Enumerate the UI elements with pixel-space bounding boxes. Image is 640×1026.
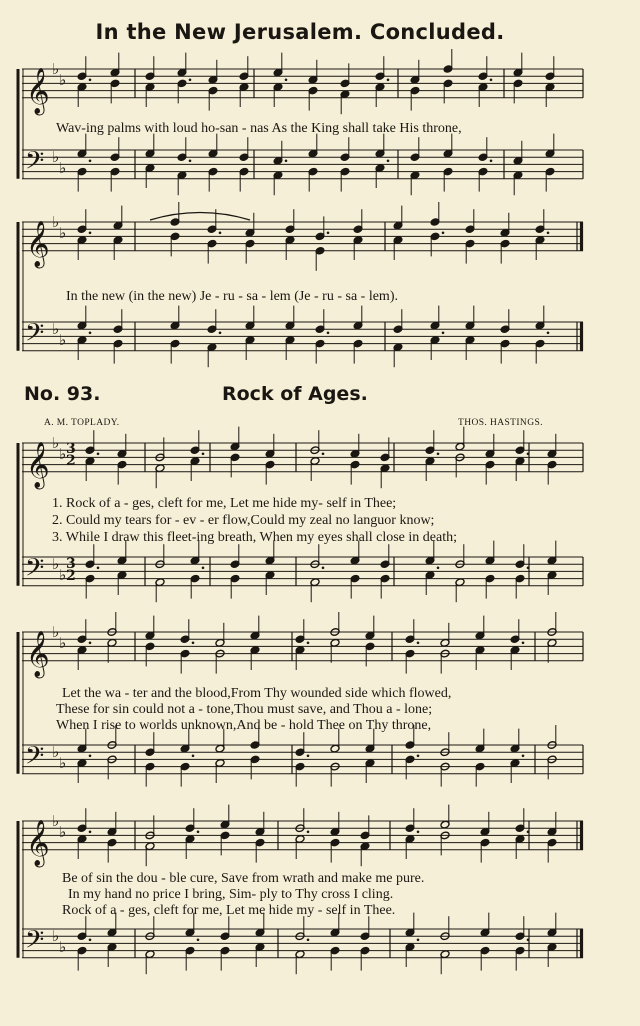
time-signature-bass: 3 2 [66, 556, 76, 584]
augmentation-dot [189, 160, 192, 163]
augmentation-dot [219, 332, 222, 335]
lyric-line: Be of sin the dou - ble cure, Save from wrath and make me pure. [62, 871, 425, 886]
flat-icon: ♭ [59, 331, 67, 349]
flat-icon: ♭ [52, 812, 60, 830]
treble-clef-icon: 𝄞 [26, 630, 50, 677]
augmentation-dot [192, 755, 195, 758]
augmentation-dot [322, 453, 325, 456]
lyric-line: Rock of a - ges, cleft for me, Let me hide my - self in Thee. [62, 903, 396, 918]
augmentation-dot [89, 831, 92, 834]
augmentation-dot [89, 642, 92, 645]
augmentation-dot [437, 453, 440, 456]
augmentation-dot [89, 332, 92, 335]
augmentation-dot [307, 831, 310, 834]
augmentation-dot [417, 642, 420, 645]
bass-clef-icon: 𝄢 [25, 925, 45, 961]
augmentation-dot [97, 567, 100, 570]
flat-icon: ♭ [59, 633, 67, 652]
augmentation-dot [89, 939, 92, 942]
augmentation-dot [322, 567, 325, 570]
section-title-concluded: In the New Jerusalem. Concluded. [95, 20, 505, 44]
bass-clef-icon: 𝄢 [25, 553, 45, 589]
treble-clef-icon: 𝄞 [26, 819, 50, 866]
flat-icon: ♭ [59, 223, 67, 242]
augmentation-dot [490, 79, 493, 82]
augmentation-dot [285, 160, 288, 163]
augmentation-dot [327, 332, 330, 335]
augmentation-dot [89, 79, 92, 82]
flat-icon: ♭ [52, 555, 60, 574]
treble-clef-icon: 𝄞 [26, 220, 50, 267]
augmentation-dot [89, 232, 92, 235]
augmentation-dot [417, 755, 420, 758]
augmentation-dot [202, 567, 205, 570]
hymn-number: No. 93. [24, 383, 101, 405]
augmentation-dot [219, 232, 222, 235]
flat-icon: ♭ [59, 938, 67, 956]
flat-icon: ♭ [52, 60, 60, 78]
lyric-line: Wav-ing palms with loud ho-san - nas As the King shall take His throne, [56, 121, 462, 136]
augmentation-dot [522, 755, 525, 758]
augmentation-dot [442, 332, 445, 335]
augmentation-dot [192, 642, 195, 645]
flat-icon: ♭ [52, 623, 60, 641]
author-credit: A. M. TOPLADY. [44, 418, 120, 428]
composer-credit: THOS. HASTINGS. [458, 418, 543, 428]
augmentation-dot [417, 939, 420, 942]
augmentation-dot [327, 232, 330, 235]
augmentation-dot [202, 453, 205, 456]
flat-icon: ♭ [59, 159, 67, 177]
hymn-title: Rock of Ages. [222, 383, 368, 405]
flat-icon: ♭ [52, 927, 60, 946]
augmentation-dot [547, 232, 550, 235]
bass-clef-icon: 𝄢 [25, 318, 45, 354]
augmentation-dot [417, 831, 420, 834]
augmentation-dot [387, 160, 390, 163]
augmentation-dot [527, 453, 530, 456]
augmentation-dot [437, 567, 440, 570]
lyric-line: 1. Rock of a - ges, cleft for me, Let me hide my- self in Thee; [52, 496, 397, 511]
flat-icon: ♭ [52, 743, 60, 762]
flat-icon: ♭ [52, 434, 60, 452]
augmentation-dot [97, 453, 100, 456]
augmentation-dot [89, 755, 92, 758]
augmentation-dot [522, 642, 525, 645]
lyric-line: 2. Could my tears for - ev - er flow,Could my zeal no languor know; [52, 513, 435, 528]
lyric-line: In the new (in the new) Je - ru - sa - lem (Je - ru - sa - lem). [66, 289, 398, 304]
flat-icon: ♭ [59, 822, 67, 841]
augmentation-dot [490, 160, 493, 163]
treble-clef-icon: 𝄞 [26, 441, 50, 488]
flat-icon: ♭ [52, 148, 60, 167]
augmentation-dot [285, 79, 288, 82]
flat-icon: ♭ [59, 70, 67, 89]
augmentation-dot [527, 831, 530, 834]
tie-arc [150, 213, 250, 221]
bass-clef-icon: 𝄢 [25, 146, 45, 182]
treble-clef-icon: 𝄞 [26, 67, 50, 114]
flat-icon: ♭ [59, 754, 67, 772]
lyric-line: In my hand no price I bring, Sim- ply to Thy cross I cling. [68, 887, 394, 902]
lyric-line: 3. While I draw this fleet-ing breath, When my eyes shall close in death; [52, 530, 457, 545]
augmentation-dot [442, 232, 445, 235]
augmentation-dot [547, 332, 550, 335]
bass-clef-icon: 𝄢 [25, 741, 45, 777]
augmentation-dot [307, 939, 310, 942]
augmentation-dot [197, 939, 200, 942]
augmentation-dot [307, 642, 310, 645]
flat-icon: ♭ [52, 320, 60, 339]
flat-icon: ♭ [52, 213, 60, 231]
flat-icon: ♭ [59, 444, 67, 463]
augmentation-dot [307, 755, 310, 758]
time-signature-treble: 3 2 [66, 441, 76, 469]
flat-icon: ♭ [59, 566, 67, 584]
augmentation-dot [197, 831, 200, 834]
augmentation-dot [189, 79, 192, 82]
augmentation-dot [89, 160, 92, 163]
augmentation-dot [527, 939, 530, 942]
augmentation-dot [527, 567, 530, 570]
lyric-line: Let the wa - ter and the blood,From Thy wounded side which flowed, [62, 686, 452, 701]
lyric-line: When I rise to worlds unknown,And be - hold Thee on Thy throne, [56, 718, 432, 733]
augmentation-dot [387, 79, 390, 82]
lyric-line: These for sin could not a - tone,Thou must save, and Thou a - lone; [56, 702, 433, 717]
